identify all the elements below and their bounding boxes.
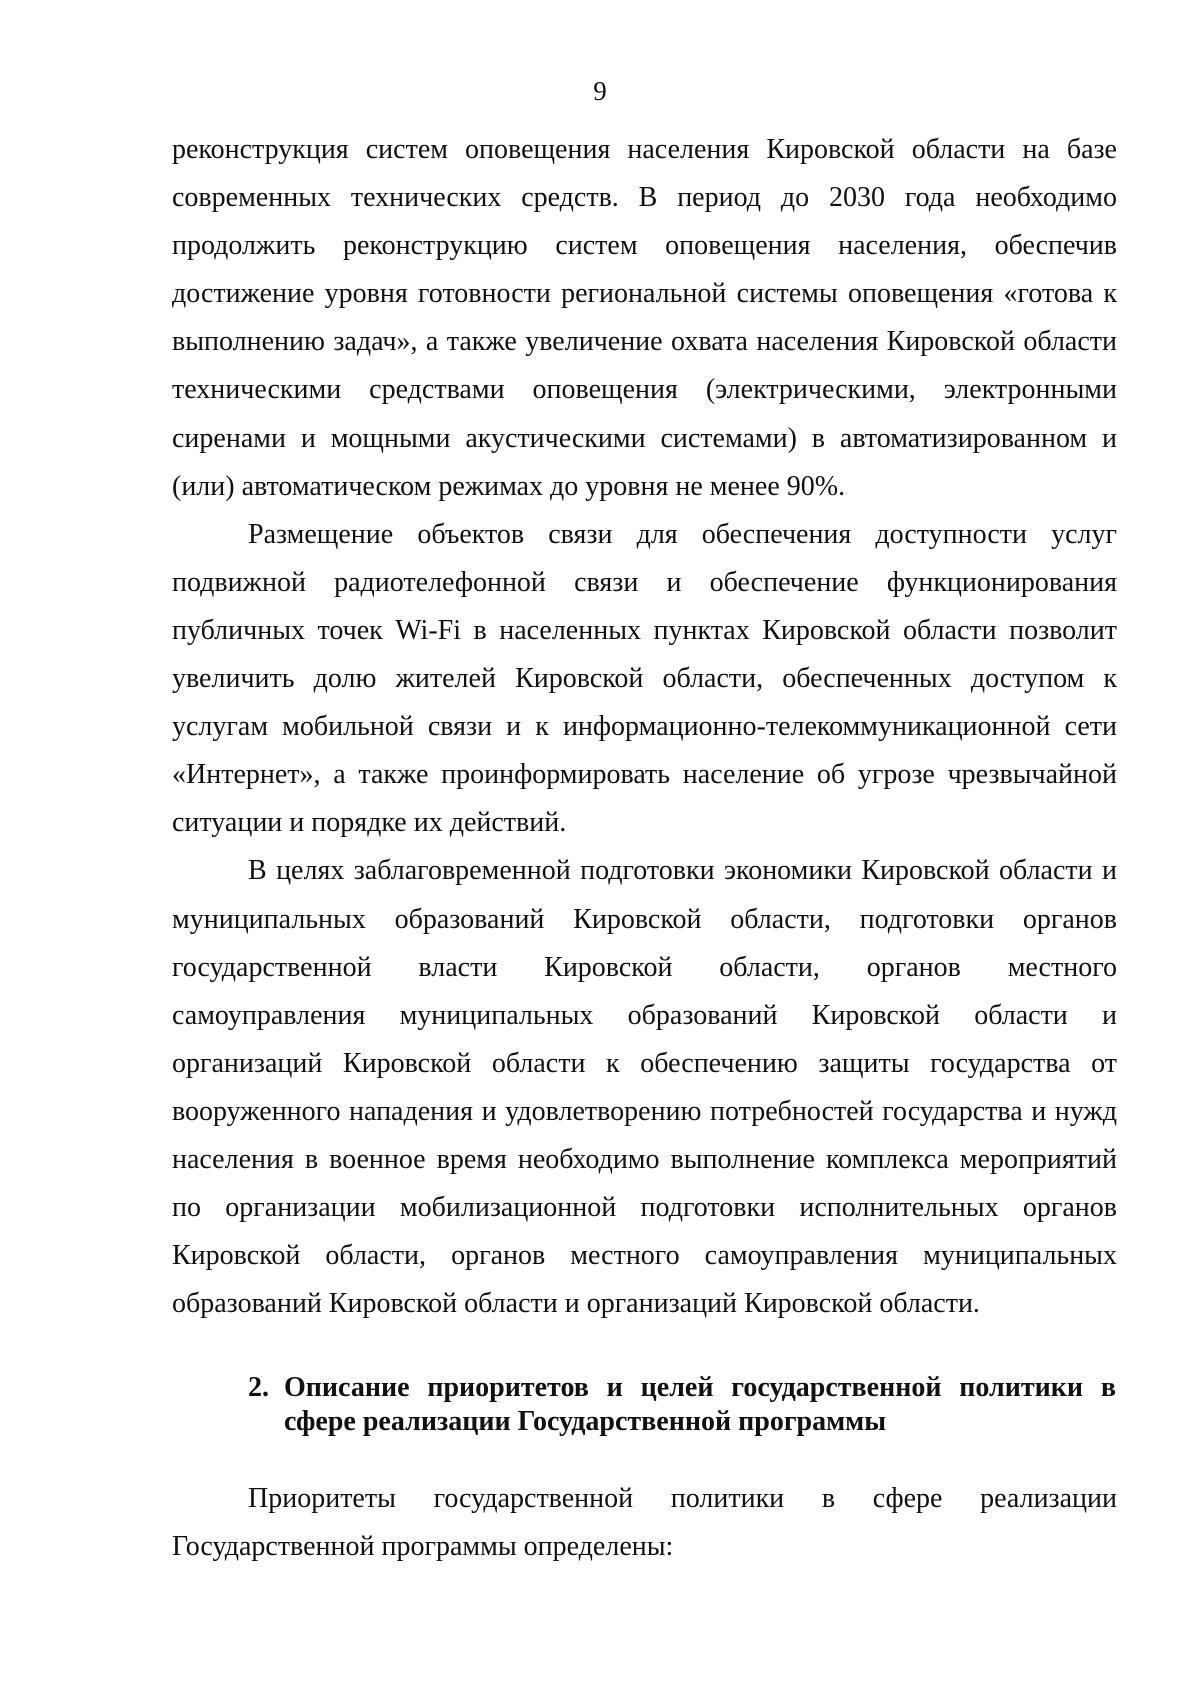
section-title: Описание приоритетов и целей государственной политики в сфере реализации Государственной программы xyxy=(284,1372,1116,1437)
body-text xyxy=(172,126,1117,1328)
closing-text xyxy=(172,1475,1117,1571)
paragraph-priorities: Приоритеты государственной политики в сфере реализации Государственной программы определены: xyxy=(172,1483,1117,1563)
section-number: 2. xyxy=(248,1372,269,1403)
paragraph-communication-objects: Размещение объектов связи для обеспечения доступности услуг подвижной радиотелефонной связи и обеспечение функционирования публичных точек Wi-Fi в населенных пунктах Кировской области позволит увеличить долю жителей Кировской области, обеспеченных доступом к услугам мобильной связи и к информационно-телекоммуникационной сети «Интернет», а также проинформировать население об угрозе чрезвычайной ситуации и порядке их действий. xyxy=(172,518,1117,839)
section-heading xyxy=(248,1371,1116,1439)
page-number: 9 xyxy=(593,76,607,106)
paragraph-mobilization-preparation: В целях заблаговременной подготовки экономики Кировской области и муниципальных образований Кировской области, подготовки органов государственной власти Кировской области, органов местного самоуправления муниципальных образований Кировской области и организаций Кировской области к обеспечению защиты государства от вооруженного нападения и удовлетворению потребностей государства и нужд населения в военное время необходимо выполнение комплекса мероприятий по организации мобилизационной подготовки исполнительных органов Кировской области, органов местного самоуправления муниципальных образований Кировской области и организаций Кировской области. xyxy=(172,855,1117,1320)
paragraph-continuation: реконструкция систем оповещения населения Кировской области на базе современных технических средств. В период до 2030 года необходимо продолжить реконструкцию систем оповещения населения, обеспечив достижение уровня готовности региональной системы оповещения «готова к выполнению задач», а также увеличение охвата населения Кировской области техническими средствами оповещения (электрическими, электронными сиренами и мощными акустическими системами) в автоматизированном и (или) автоматическом режимах до уровня не менее 90%. xyxy=(172,134,1117,502)
